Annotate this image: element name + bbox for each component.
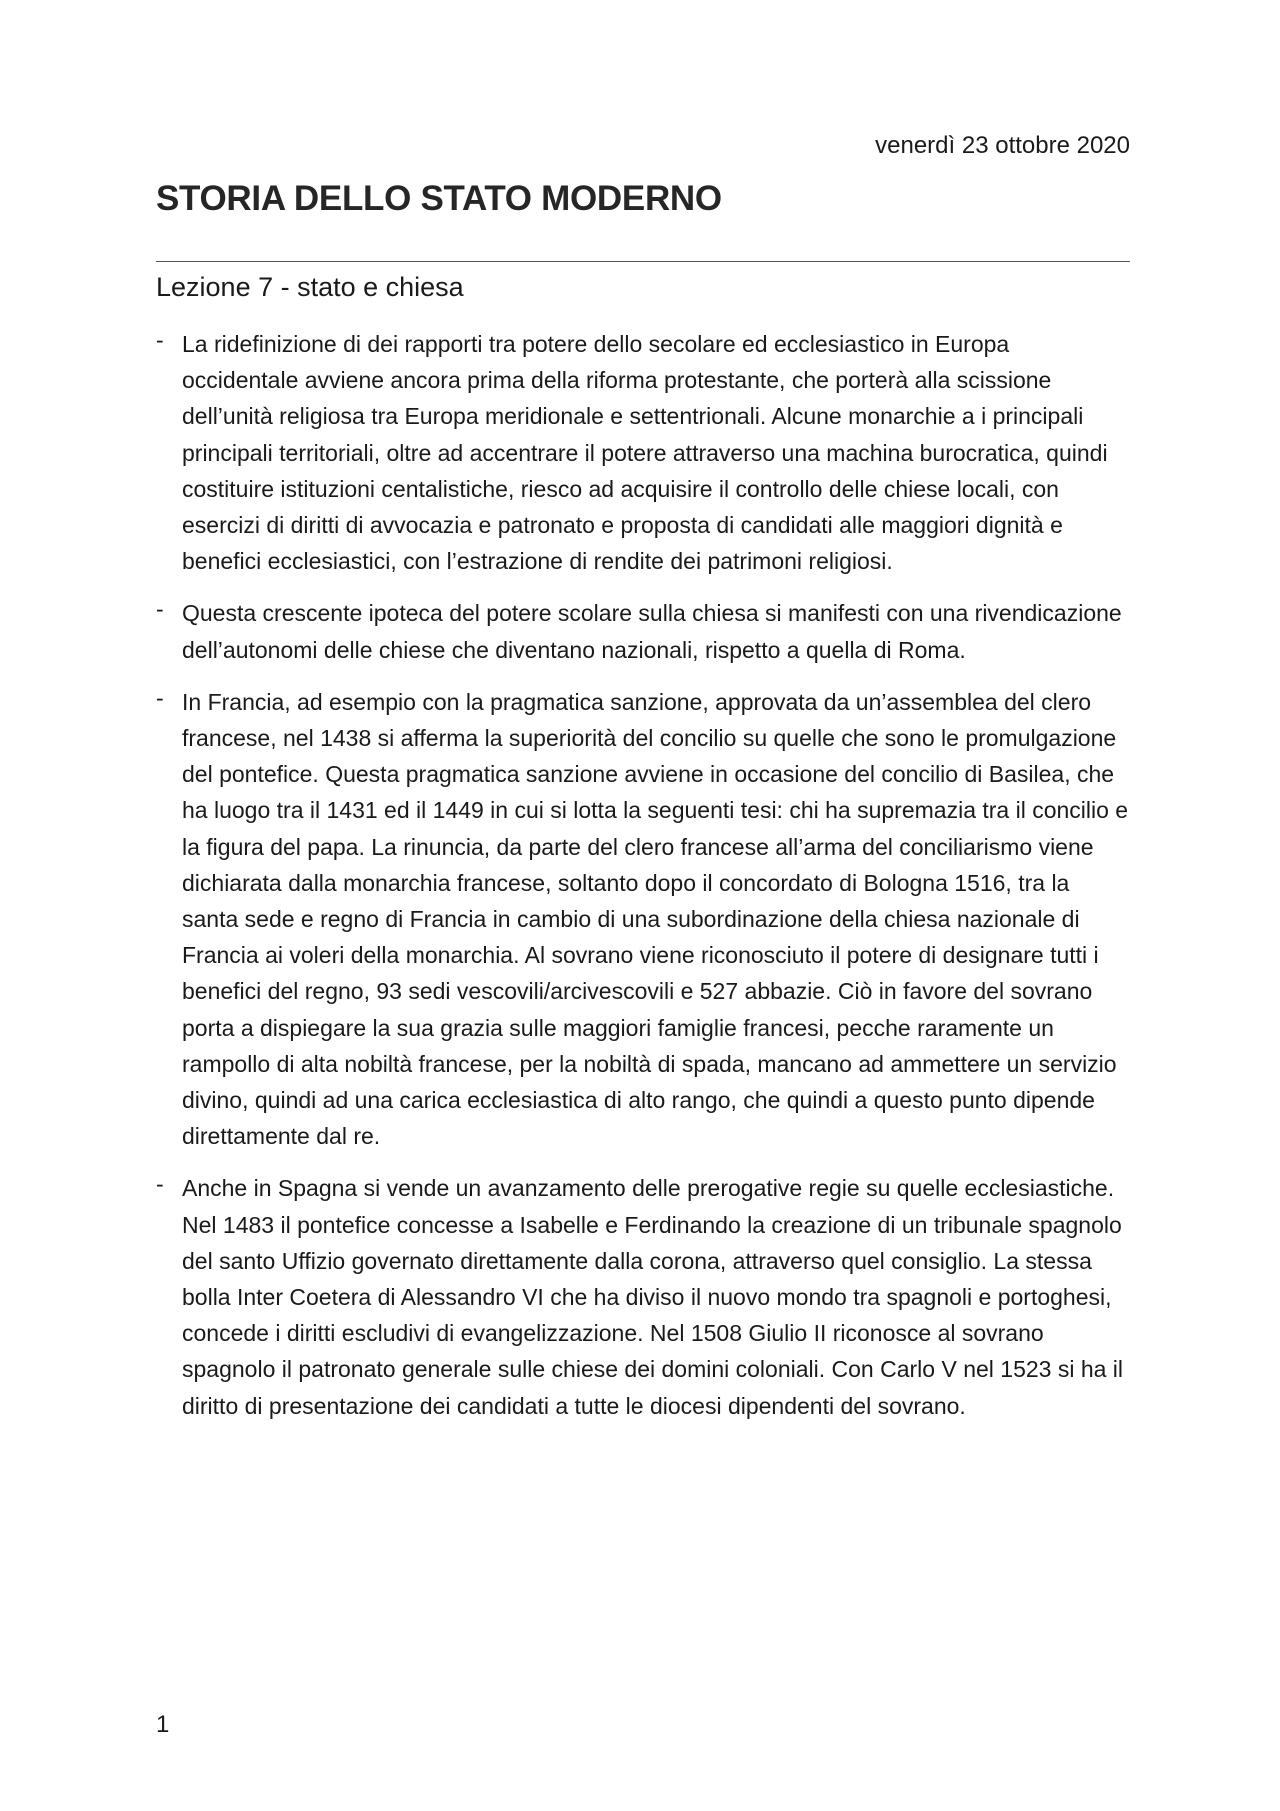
paragraph-text: Anche in Spagna si vende un avanzamento delle prerogative regie su quelle ecclesiastiche. Nel 1483 il pontefice concesse a Isabelle e Ferdinando la creazione di un tribunale spagnolo del santo Uffizio governato direttamente dalla corona, attraverso quel consiglio. La stessa bolla Inter Coetera di Alessandro VI che ha diviso il nuovo mondo tra spagnoli e portoghesi, concede i diritti escludivi di evangelizzazione. Nel 1508 Giulio II riconosce al sovrano spagnolo il patronato generale sulle chiese dei domini coloniali. Con Carlo V nel 1523 si ha il diritto di presentazione dei candidati a tutte le diocesi dipendenti del sovrano.: [182, 1175, 1124, 1419]
paragraph-text: La ridefinizione di dei rapporti tra potere dello secolare ed ecclesiastico in Europa occidentale avviene ancora prima della riforma protestante, che porterà alla scissione dell’unità religiosa tra Europa meridionale e settentrionali. Alcune monarchie a i principali principali territoriali, oltre ad accentrare il potere attraverso una machina burocratica, quindi costituire istituzioni centalistiche, riesco ad acquisire il controllo delle chiese locali, con esercizi di diritti di avvocazia e patronato e proposta di candidati alle maggiori dignità e benefici ecclesiastici, con l’estrazione di rendite dei patrimoni religiosi.: [182, 331, 1108, 575]
bullet-dash: -: [156, 1171, 164, 1198]
title-divider: [156, 261, 1130, 262]
list-item: [156, 1170, 1130, 1423]
paragraph-text: In Francia, ad esempio con la pragmatica sanzione, approvata da un’assemblea del clero francese, nel 1438 si afferma la superiorità del concilio su quelle che sono le promulgazione del pontefice. Questa pragmatica sanzione avviene in occasione del concilio di Basilea, che ha luogo tra il 1431 ed il 1449 in cui si lotta la seguenti tesi: chi ha supremazia tra il concilio e la figura del papa. La rinuncia, da parte del clero francese all’arma del conciliarismo viene dichiarata dalla monarchia francese, soltanto dopo il concordato di Bologna 1516, tra la santa sede e regno di Francia in cambio di una subordinazione della chiesa nazionale di Francia ai voleri della monarchia. Al sovrano viene riconosciuto il potere di designare tutti i benefici del regno, 93 sedi vescovili/arcivescovili e 527 abbazie. Ciò in favore del sovrano porta a dispiegare la sua grazia sulle maggiori famiglie francesi, pecche raramente un rampollo di alta nobiltà francese, per la nobiltà di spada, mancano ad ammettere un servizio divino, quindi ad una carica ecclesiastica di alto rango, che quindi a questo punto dipende direttamente dal re.: [182, 688, 1129, 1150]
document-title: STORIA DELLO STATO MODERNO: [156, 179, 722, 218]
bullet-dash: -: [156, 327, 164, 353]
notes-list: [156, 326, 1130, 1440]
list-item: [156, 684, 1130, 1155]
document-date: venerdì 23 ottobre 2020: [875, 132, 1130, 159]
list-item: [156, 326, 1130, 579]
list-item: [156, 595, 1130, 667]
page-number: 1: [156, 1711, 170, 1738]
lesson-heading: Lezione 7 - stato e chiesa: [156, 272, 464, 302]
bullet-dash: -: [156, 596, 164, 623]
paragraph-text: Questa crescente ipoteca del potere scolare sulla chiesa si manifesti con una rivendicazione dell’autonomi delle chiese che diventano nazionali, rispetto a quella di Roma.: [182, 600, 1122, 663]
bullet-dash: -: [156, 684, 164, 711]
